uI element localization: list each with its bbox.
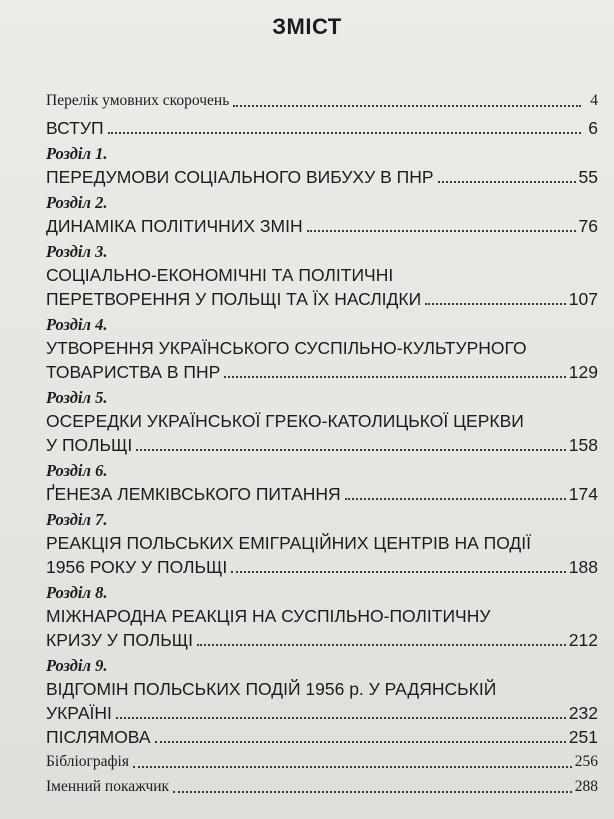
entry-title: ВСТУП [46,118,104,138]
entry-title: Іменний покажчик [46,778,170,795]
entry-title-line [46,409,598,433]
page-number: 256 [574,753,598,770]
page-number: 6 [588,118,598,138]
entry-title: ВІДГОМІН ПОЛЬСЬКИХ ПОДІЙ 1956 р. У РАДЯНСЬКІЙ [46,679,497,699]
dot-leader [425,302,566,305]
toc-entry [46,313,598,384]
entry-title: ТОВАРИСТВА В ПНР [46,362,221,382]
toc-entry [46,749,598,774]
section-label: Розділ 1. [46,144,108,163]
page-number: 55 [578,167,598,187]
section-label: Розділ 8. [46,583,108,602]
entry-title: РЕАКЦІЯ ПОЛЬСЬКИХ ЕМІГРАЦІЙНИХ ЦЕНТРІВ НА ПОДІЇ [46,533,531,553]
page-number: 76 [578,216,598,236]
entry-title-line [46,604,598,628]
dot-leader [173,790,572,793]
toc-entry [46,774,598,799]
dot-leader [197,643,566,646]
page-number: 188 [568,557,598,577]
page-number: 212 [568,630,598,650]
entry-title: УКРАЇНІ [46,703,112,723]
page-number: 158 [568,435,598,455]
section-label: Розділ 9. [46,656,108,675]
section-label: Розділ 2. [46,193,108,212]
dot-leader [345,497,566,500]
toc-entry [46,581,598,652]
dot-leader [108,131,581,134]
entry-title-line [46,628,598,652]
toc-entry [46,508,598,579]
entry-title-line [46,287,598,311]
toc-entry [46,654,598,725]
entry-title-line [46,116,598,140]
dot-leader [233,104,581,107]
toc-entry [46,725,598,749]
page-number: 107 [568,289,598,309]
entry-title-line [46,482,598,506]
entry-title-line [46,336,598,360]
entry-title-line [46,263,598,287]
section-label: Розділ 3. [46,242,108,261]
dot-leader [224,375,565,378]
entry-title: КРИЗУ У ПОЛЬЩІ [46,630,194,650]
entry-title: Перелік умовних скорочень [46,92,230,109]
entry-title: Бібліографія [46,753,129,770]
dot-leader [438,180,576,183]
section-label: Розділ 4. [46,315,108,334]
toc-entry [46,191,598,238]
section-label: Розділ 5. [46,388,108,407]
entry-title: СОЦІАЛЬНО-ЕКОНОМІЧНІ ТА ПОЛІТИЧНІ [46,265,394,285]
dot-leader [116,716,566,719]
entry-title: 1956 РОКУ У ПОЛЬЩІ [46,557,228,577]
entry-title: У ПОЛЬЩІ [46,435,133,455]
page-number: 251 [568,727,598,747]
page-number: 4 [590,92,598,109]
entry-title: УТВОРЕННЯ УКРАЇНСЬКОГО СУСПІЛЬНО-КУЛЬТУРНОГО [46,338,527,358]
entry-title: ҐЕНЕЗА ЛЕМКІВСЬКОГО ПИТАННЯ [46,484,341,504]
entry-title-line [46,433,598,457]
dot-leader [133,765,572,768]
entry-title-line [46,749,598,774]
dot-leader [307,229,576,232]
entry-title-line [46,555,598,579]
entry-title: ПЕРЕДУМОВИ СОЦІАЛЬНОГО ВИБУХУ В ПНР [46,167,434,187]
entry-title-line [46,88,598,113]
entry-title: ДИНАМІКА ПОЛІТИЧНИХ ЗМІН [46,216,303,236]
entry-title-line [46,360,598,384]
toc-entry [46,142,598,189]
toc-entry [46,240,598,311]
entry-title-line [46,531,598,555]
entry-title: ОСЕРЕДКИ УКРАЇНСЬКОЇ ГРЕКО-КАТОЛИЦЬКОЇ ЦЕРКВИ [46,411,524,431]
page-number: 232 [568,703,598,723]
page-number: 288 [574,778,598,795]
page-number: 174 [568,484,598,504]
toc-entry [46,88,598,116]
page-number: 129 [568,362,598,382]
section-label: Розділ 7. [46,510,108,529]
entry-title: ПІСЛЯМОВА [46,727,151,747]
entry-title-line [46,701,598,725]
dot-leader [231,570,566,573]
toc-entry [46,459,598,506]
entry-title-line [46,725,598,749]
entry-title-line [46,165,598,189]
dot-leader [155,740,566,743]
entry-title-line [46,677,598,701]
entry-title-line [46,214,598,238]
toc-entry [46,116,598,140]
table-of-contents [46,88,598,799]
entry-title: МІЖНАРОДНА РЕАКЦІЯ НА СУСПІЛЬНО-ПОЛІТИЧНУ [46,606,491,626]
section-label: Розділ 6. [46,461,108,480]
dot-leader [136,448,566,451]
entry-title-line [46,774,598,799]
toc-entry [46,386,598,457]
entry-title: ПЕРЕТВОРЕННЯ У ПОЛЬЩІ ТА ЇХ НАСЛІДКИ [46,289,422,309]
page-title: ЗМІСТ [272,14,342,39]
